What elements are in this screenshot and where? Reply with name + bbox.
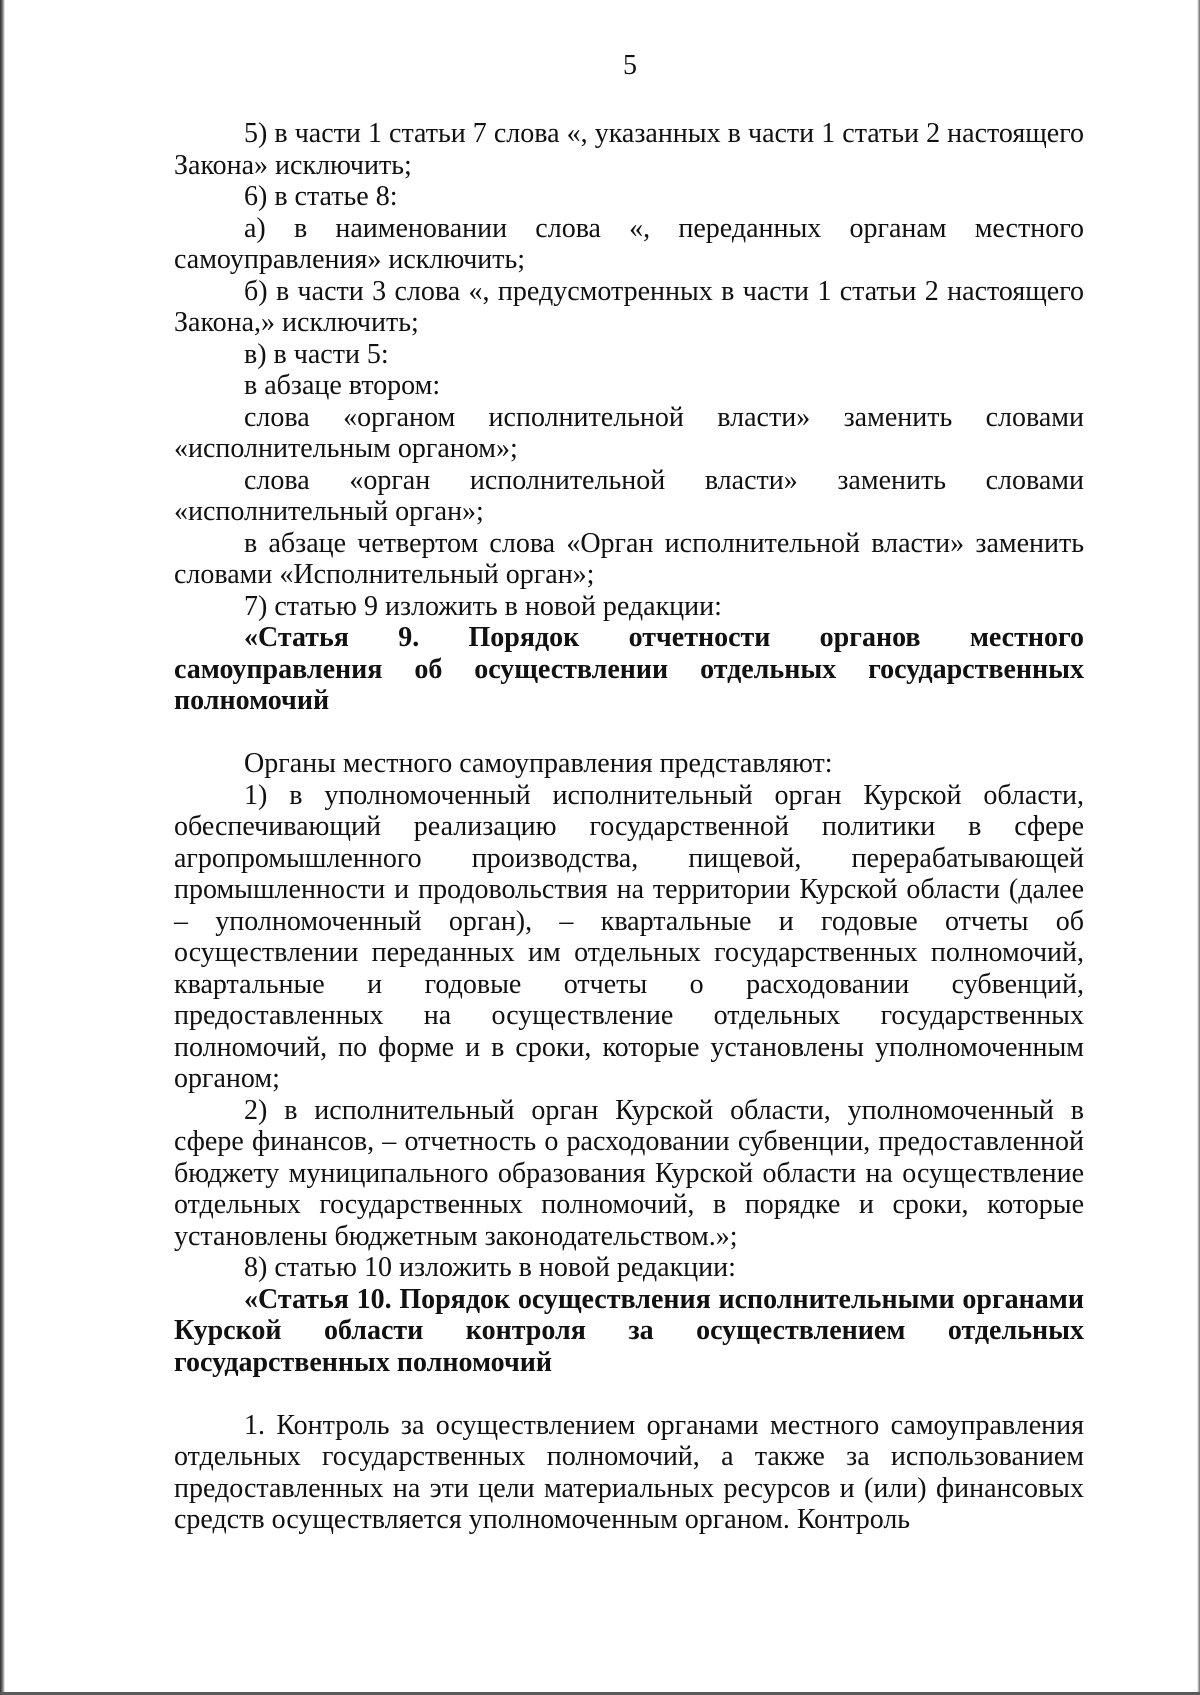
blank-line <box>174 1378 1084 1410</box>
paragraph-item-6: 6) в статье 8: <box>244 181 398 212</box>
article-10-heading: «Статья 10. Порядок осуществления исполнительными органами Курской области контроля за осуществлением отдельных государственных полномочий <box>174 1283 1084 1378</box>
document-body <box>174 118 1084 1536</box>
paragraph-control-1: 1. Контроль за осуществлением органами местного самоуправления отдельных государственных полномочий, а также за использованием предоставленных на эти цели материальных ресурсов и (или) финансовых средств осуществляется уполномоченным органом. Контроль <box>174 1409 1084 1535</box>
paragraph-second-abzac: в абзаце втором: <box>244 370 441 401</box>
paragraph-replace-1: слова «органом исполнительной власти» заменить словами «исполнительным органом»; <box>174 401 1084 464</box>
paragraph-replace-2: слова «орган исполнительной власти» заменить словами «исполнительный орган»; <box>174 464 1084 527</box>
paragraph-subitem-v: в) в части 5: <box>244 338 389 370</box>
paragraph-item-8: 8) статью 10 изложить в новой редакции: <box>244 1252 736 1283</box>
paragraph-list-2: 2) в исполнительный орган Курской области, уполномоченный в сфере финансов, – отчетность о расходовании субвенции, предоставленной бюджету муниципального образования Курской области на осуществление отдельных государственных полномочий, в порядке и сроки, которые установлены бюджетным законодательством.»; <box>174 1094 1084 1252</box>
paragraph-subitem-b: б) в части 3 слова «, предусмотренных в части 1 статьи 2 настоящего Закона,» исключить; <box>174 275 1084 338</box>
paragraph-list-1: 1) в уполномоченный исполнительный орган Курской области, обеспечивающий реализацию государственной политики в сфере агропромышленного производства, пищевой, перерабатывающей промышленности и продовольствия на территории Курской области (далее – уполномоченный орган), – квартальные и годовые отчеты об осуществлении переданных им отдельных государственных полномочий, квартальные и годовые отчеты о расходовании субвенций, предоставленных на осуществление отдельных государственных полномочий, по форме и в сроки, которые установлены уполномоченным органом; <box>174 779 1084 1094</box>
blank-line <box>174 717 1084 749</box>
paragraph-item-5: 5) в части 1 статьи 7 слова «, указанных в части 1 статьи 2 настоящего Закона» исключить; <box>174 118 1084 181</box>
paragraph-organs-present: Органы местного самоуправления представляют: <box>244 748 833 779</box>
paragraph-item-7: 7) статью 9 изложить в новой редакции: <box>244 590 722 622</box>
paragraph-subitem-a: а) в наименовании слова «, переданных органам местного самоуправления» исключить; <box>174 212 1084 275</box>
paragraph-fourth-abzac: в абзаце четвертом слова «Орган исполнительной власти» заменить словами «Исполнительный орган»; <box>174 527 1084 590</box>
scan-edge-left <box>0 0 5 1695</box>
article-9-heading: «Статья 9. Порядок отчетности органов местного самоуправления об осуществлении отдельных государственных полномочий <box>174 622 1084 716</box>
page-number: 5 <box>623 50 637 81</box>
